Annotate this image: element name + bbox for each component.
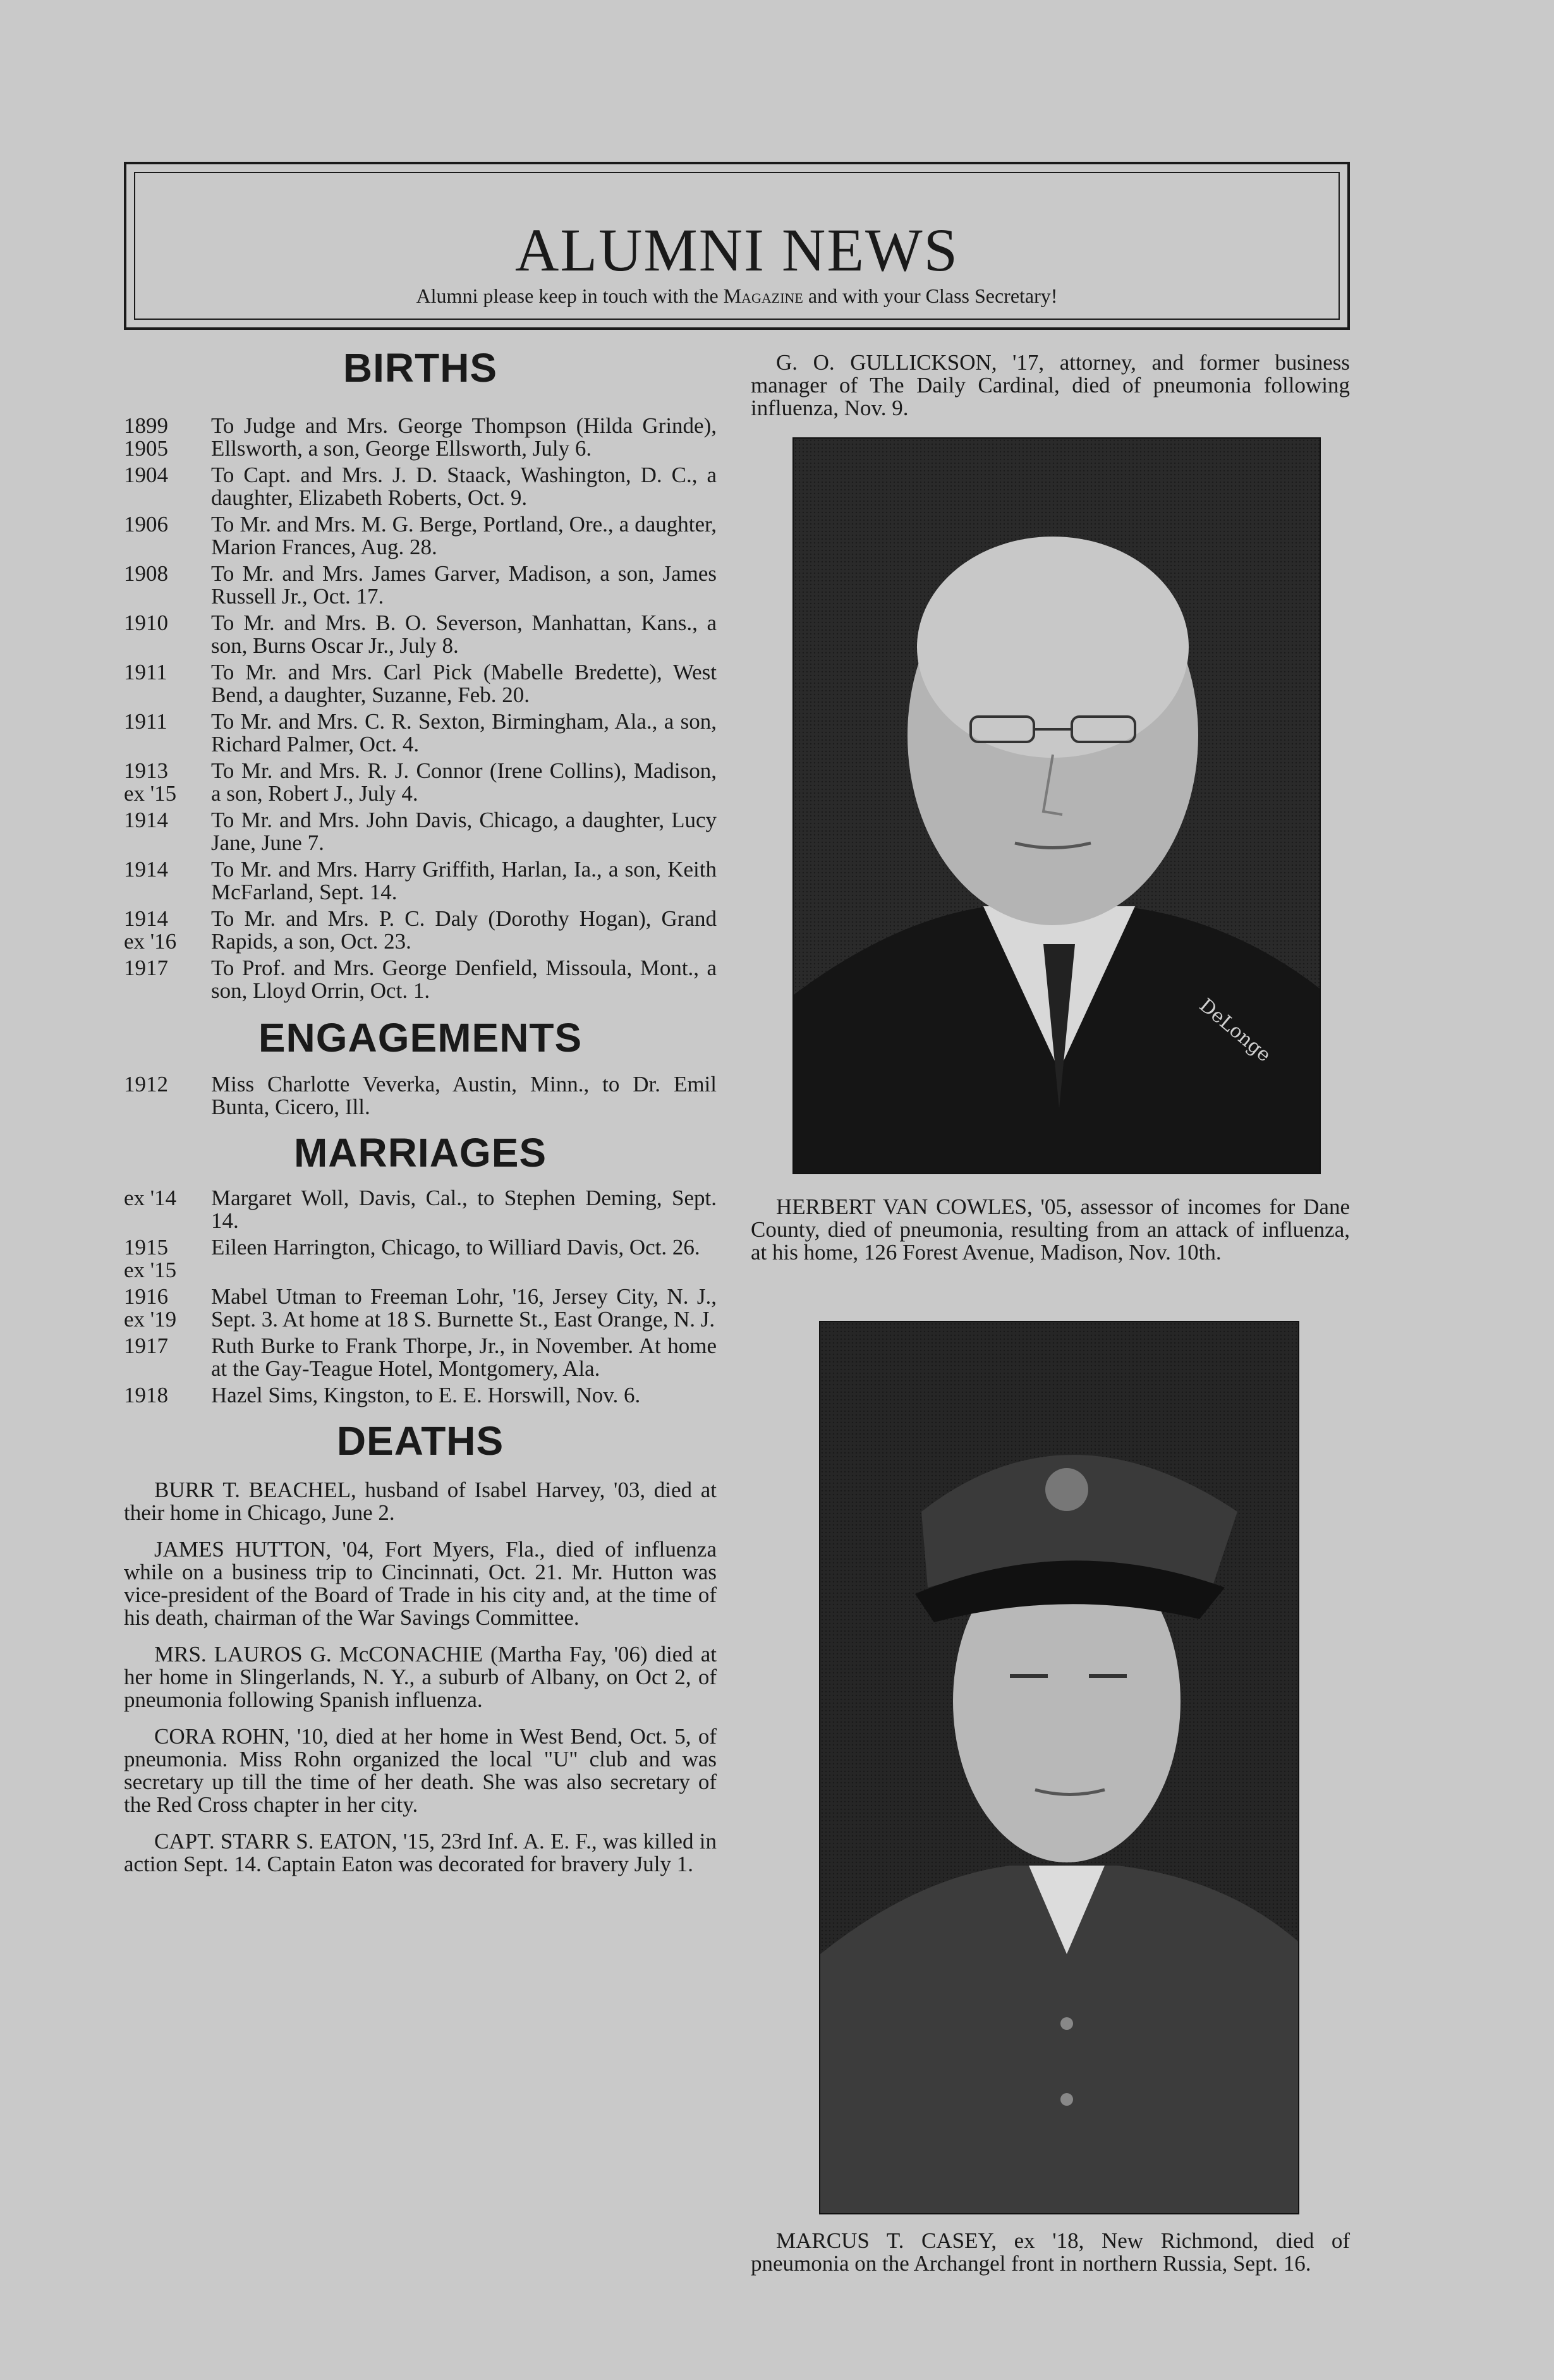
death-notice: JAMES HUTTON, '04, Fort Myers, Fla., died of influenza while on a business trip to Cincinnati, Oct. 21. Mr. Hutton was vice-president of the Board of Trade in his city and, at the time of his death, chairman of the War Savings Committee.	[124, 1537, 717, 1630]
birth-entry	[124, 710, 717, 756]
portrait-herbert-van-cowles	[792, 437, 1321, 1174]
birth-text: To Judge and Mrs. George Thompson (Hilda Grinde), Ellsworth, a son, George Ellsworth, July 6.	[211, 413, 717, 461]
birth-text: To Prof. and Mrs. George Denfield, Missoula, Mont., a son, Lloyd Orrin, Oct. 1.	[211, 956, 717, 1003]
birth-text: To Mr. and Mrs. M. G. Berge, Portland, Ore., a daughter, Marion Frances, Aug. 28.	[211, 512, 717, 559]
caption-herbert-van-cowles: HERBERT VAN COWLES, '05, assessor of incomes for Dane County, died of pneumonia, resulting from an attack of influenza, at his home, 126 Forest Avenue, Madison, Nov. 10th.	[751, 1194, 1350, 1265]
deaths-heading: DEATHS	[336, 1418, 504, 1464]
class-year: 1912	[124, 1072, 168, 1096]
class-year: 1914	[124, 808, 168, 832]
class-year: 1910	[124, 610, 168, 635]
death-notice: BURR T. BEACHEL, husband of Isabel Harvey, '03, died at their home in Chicago, June 2.	[124, 1478, 717, 1525]
right-column	[751, 351, 1350, 420]
birth-text: To Mr. and Mrs. Harry Griffith, Harlan, Ia., a son, Keith McFarland, Sept. 14.	[211, 857, 717, 904]
class-year: 1911	[124, 660, 167, 684]
class-year: 1914	[124, 857, 168, 882]
masthead-inner-border	[134, 172, 1340, 320]
magazine-word: Magazine	[723, 284, 803, 307]
birth-text: To Mr. and Mrs. P. C. Daly (Dorothy Hogan), Grand Rapids, a son, Oct. 23.	[211, 906, 717, 954]
marriage-text: Eileen Harrington, Chicago, to Williard Davis, Oct. 26.	[211, 1235, 700, 1260]
class-year: 1918	[124, 1383, 168, 1407]
masthead	[124, 162, 1350, 330]
death-notice: CAPT. STARR S. EATON, '15, 23rd Inf. A. E. F., was killed in action Sept. 14. Captain Eaton was decorated for bravery July 1.	[124, 1829, 717, 1876]
subtitle-text: Alumni please keep in touch with the	[416, 284, 724, 307]
portrait-photo-2	[820, 1322, 1298, 2213]
class-year: 1908	[124, 561, 168, 586]
marriages-list	[124, 1187, 717, 1407]
birth-entry	[124, 858, 717, 904]
masthead-subtitle	[135, 284, 1339, 308]
marriage-entry	[124, 1236, 717, 1282]
portrait-marcus-casey	[819, 1321, 1299, 2214]
marriage-entry	[124, 1335, 717, 1380]
birth-entry	[124, 513, 717, 559]
page-title: ALUMNI NEWS	[515, 216, 959, 284]
engagement-entry	[124, 1073, 717, 1119]
birth-entry	[124, 908, 717, 953]
marriage-text: Mabel Utman to Freeman Lohr, '16, Jersey City, N. J., Sept. 3. At home at 18 S. Burnette St., East Orange, N. J.	[211, 1284, 717, 1332]
birth-text: To Mr. and Mrs. B. O. Severson, Manhattan, Kans., a son, Burns Oscar Jr., July 8.	[211, 610, 717, 658]
marriage-text: Ruth Burke to Frank Thorpe, Jr., in November. At home at the Gay-Teague Hotel, Montgomery, Ala.	[211, 1333, 717, 1381]
marriage-entry	[124, 1384, 717, 1407]
engagement-text: Miss Charlotte Veverka, Austin, Minn., to Dr. Emil Bunta, Cicero, Ill.	[211, 1072, 717, 1119]
class-year: 1917	[124, 956, 168, 980]
class-year: 1915 ex '15	[124, 1235, 177, 1282]
birth-entry	[124, 562, 717, 608]
marriage-text: Margaret Woll, Davis, Cal., to Stephen Deming, Sept. 14.	[211, 1186, 717, 1233]
birth-entry	[124, 957, 717, 1002]
births-heading: BIRTHS	[343, 345, 498, 391]
marriage-entry	[124, 1187, 717, 1232]
birth-text: To Capt. and Mrs. J. D. Staack, Washington, D. C., a daughter, Elizabeth Roberts, Oct. 9.	[211, 463, 717, 510]
birth-entry	[124, 464, 717, 509]
birth-entry	[124, 760, 717, 805]
engagements-heading: ENGAGEMENTS	[258, 1015, 583, 1060]
death-notice: CORA ROHN, '10, died at her home in West Bend, Oct. 5, of pneumonia. Miss Rohn organized the local "U" club and was secretary up till the time of her death. She was also secretary of the Red Cross chapter in her city.	[124, 1724, 717, 1817]
birth-text: To Mr. and Mrs. R. J. Connor (Irene Collins), Madison, a son, Robert J., July 4.	[211, 758, 717, 806]
marriage-text: Hazel Sims, Kingston, to E. E. Horswill, Nov. 6.	[211, 1383, 641, 1407]
class-year: 1906	[124, 512, 168, 537]
deaths-list	[124, 1479, 717, 1876]
class-year: 1913 ex '15	[124, 758, 177, 806]
photographer-signature: DeLonge	[1194, 994, 1275, 1067]
class-year: 1917	[124, 1333, 168, 1358]
birth-text: To Mr. and Mrs. C. R. Sexton, Birmingham, Ala., a son, Richard Palmer, Oct. 4.	[211, 709, 717, 756]
class-year: 1899 1905	[124, 413, 168, 461]
portrait-photo-1	[794, 439, 1320, 1173]
marriage-entry	[124, 1285, 717, 1331]
birth-entry	[124, 809, 717, 854]
birth-text: To Mr. and Mrs. Carl Pick (Mabelle Bredette), West Bend, a daughter, Suzanne, Feb. 20.	[211, 660, 717, 707]
class-year: 1911	[124, 709, 167, 734]
death-notice: MRS. LAUROS G. McCONACHIE (Martha Fay, '06) died at her home in Slingerlands, N. Y., a suburb of Albany, on Oct 2, of pneumonia following Spanish influenza.	[124, 1642, 717, 1712]
births-list	[124, 415, 717, 1002]
marriages-heading: MARRIAGES	[293, 1130, 547, 1175]
birth-entry	[124, 612, 717, 657]
class-year: ex '14	[124, 1186, 177, 1210]
class-year: 1904	[124, 463, 168, 487]
left-column	[124, 345, 717, 1890]
birth-entry	[124, 415, 717, 460]
birth-entry	[124, 661, 717, 707]
class-year: 1914 ex '16	[124, 906, 177, 954]
gullickson-notice: G. O. GULLICKSON, '17, attorney, and former business manager of The Daily Cardinal, died of pneumonia following influenza, Nov. 9.	[751, 350, 1350, 420]
class-year: 1916 ex '19	[124, 1284, 177, 1332]
engagements-list	[124, 1073, 717, 1119]
birth-text: To Mr. and Mrs. James Garver, Madison, a son, James Russell Jr., Oct. 17.	[211, 561, 717, 609]
caption-marcus-casey: MARCUS T. CASEY, ex '18, New Richmond, died of pneumonia on the Archangel front in northern Russia, Sept. 16.	[751, 2228, 1350, 2276]
birth-text: To Mr. and Mrs. John Davis, Chicago, a daughter, Lucy Jane, June 7.	[211, 808, 717, 855]
subtitle-text-end: and with your Class Secretary!	[803, 284, 1058, 307]
